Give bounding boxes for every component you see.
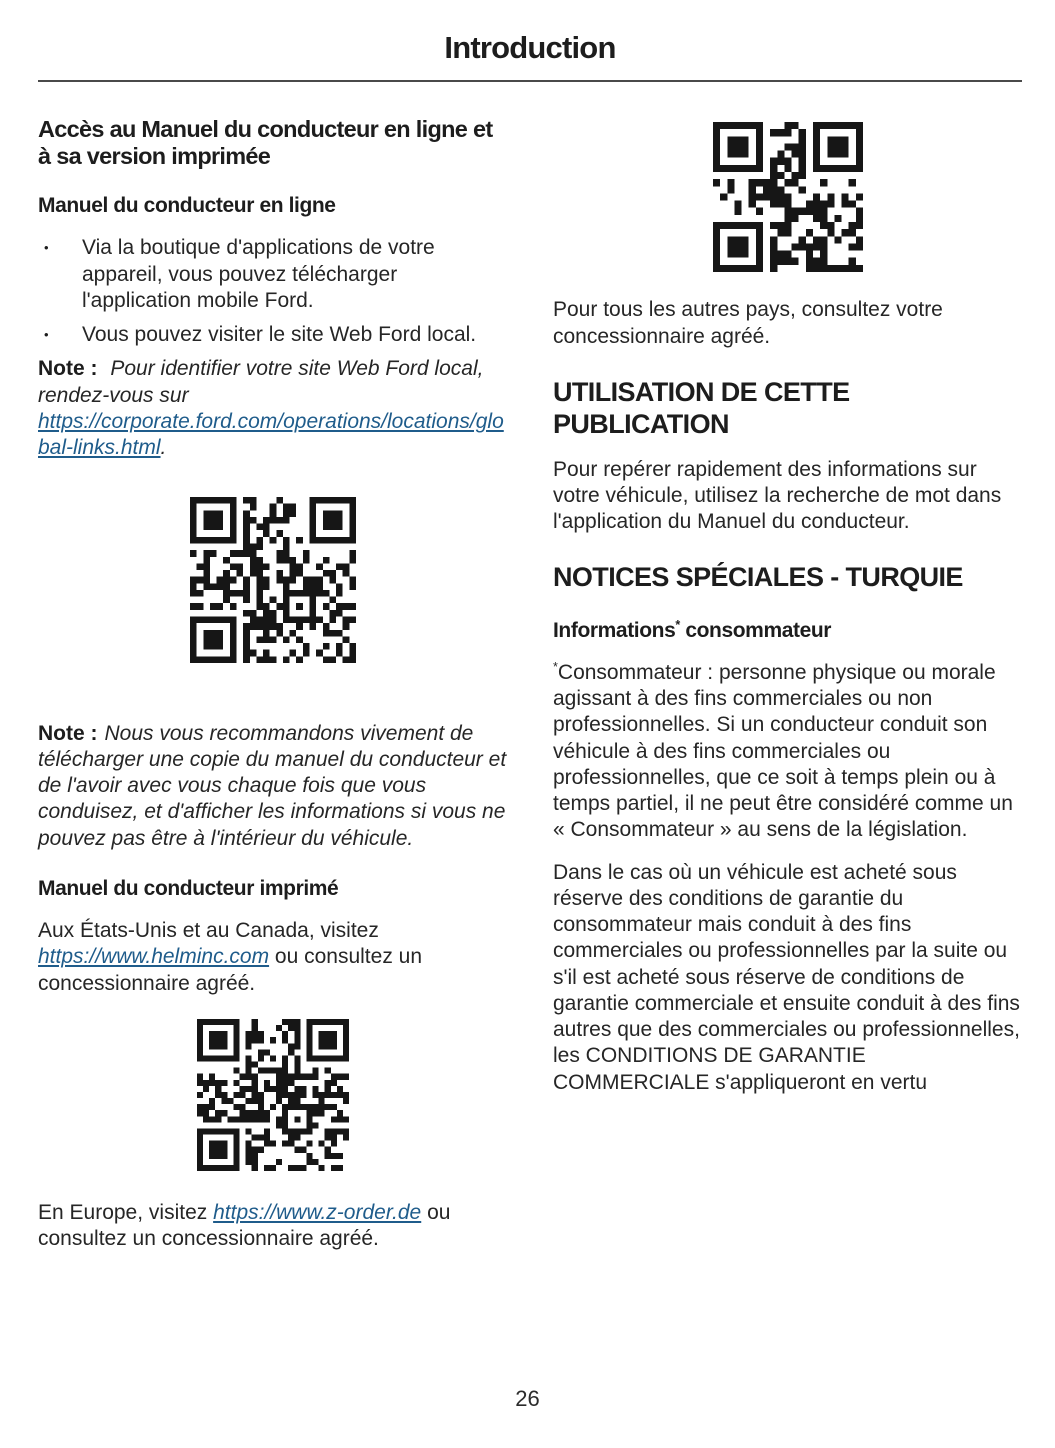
note-text-after: . bbox=[160, 436, 167, 460]
list-item-text: Via la boutique d'applications de votre appareil, vous pouvez télécharger l'application mobile Ford. bbox=[82, 236, 435, 312]
subheading-printed-manual: Manuel du conducteur imprimé bbox=[38, 876, 339, 900]
page-header bbox=[38, 30, 1022, 82]
qr-wrapper bbox=[38, 1019, 507, 1178]
page-number: 26 bbox=[515, 1386, 540, 1411]
page-footer bbox=[0, 1386, 1055, 1412]
page-title: Introduction bbox=[444, 30, 616, 65]
paragraph-consumer-definition bbox=[553, 660, 1022, 844]
asterisk-icon: * bbox=[553, 659, 558, 674]
list-item-text: Vous pouvez visiter le site Web Ford local. bbox=[82, 323, 477, 347]
z-order-link[interactable]: https://www.z-order.de bbox=[213, 1201, 422, 1225]
note-label: Note : bbox=[38, 721, 98, 745]
two-column-layout bbox=[38, 110, 1022, 1269]
note-label: Note : bbox=[38, 357, 98, 381]
paragraph-text: Consommateur : personne physique ou morale agissant à des fins commerciales ou non professionnelles. Si un conducteur conduit son véhicule à des fins commerciales ou professionnelles, que ce soit à temps plein ou à temps partiel, il ne peut être considéré comme un « Consommateur » au sens de la législation. bbox=[553, 660, 1013, 842]
note-download-copy bbox=[38, 721, 507, 852]
subheading-online-manual: Manuel du conducteur en ligne bbox=[38, 194, 336, 218]
subheading-text: Informations bbox=[553, 618, 676, 642]
paragraph-other-countries: Pour tous les autres pays, consultez votre concessionnaire agréé. bbox=[553, 298, 943, 348]
helminc-link[interactable]: https://www.helminc.com bbox=[38, 945, 270, 969]
online-manual-list bbox=[38, 235, 507, 348]
note-text: Nous vous recommandons vivement de télécharger une copie du manuel du conducteur et de l'avoir avec vous chaque fois que vous conduisez, et d'afficher les informations si vous ne pouvez pas être à l'intérieur du véhicule. bbox=[38, 721, 507, 850]
paragraph-europe bbox=[38, 1200, 507, 1253]
note-online-manual bbox=[38, 356, 507, 461]
ford-locations-link[interactable]: https://corporate.ford.com/operations/locations/global-links.html bbox=[38, 409, 504, 460]
bullet-icon: • bbox=[44, 327, 49, 343]
subheading-consumer-info bbox=[553, 618, 1022, 644]
bullet-icon: • bbox=[44, 240, 49, 256]
text-before-link: Aux États-Unis et au Canada, visitez bbox=[38, 919, 379, 943]
qr-wrapper bbox=[38, 497, 507, 670]
section-heading-notices: NOTICES SPÉCIALES - TURQUIE bbox=[553, 562, 963, 593]
paragraph-us-canada bbox=[38, 918, 507, 997]
text-after-link: ou consultez un concessionnaire agréé. bbox=[38, 945, 423, 995]
section-heading-usage: UTILISATION DE CETTE PUBLICATION bbox=[553, 376, 850, 440]
qr-code-europe-order bbox=[197, 1019, 349, 1171]
asterisk-icon: * bbox=[675, 617, 680, 632]
left-column bbox=[38, 110, 507, 1269]
text-after-link: ou consultez un concessionnaire agréé. bbox=[38, 1201, 451, 1251]
list-item bbox=[38, 322, 507, 348]
right-column bbox=[553, 110, 1022, 1269]
qr-code-local-website bbox=[190, 497, 356, 663]
section-heading-access: Accès au Manuel du conducteur en ligne et à sa version imprimée bbox=[38, 116, 493, 169]
qr-code-other-countries bbox=[713, 122, 863, 272]
note-text-before: Pour identifier votre site Web Ford local, rendez-vous sur bbox=[38, 357, 484, 407]
subheading-text: consommateur bbox=[679, 618, 832, 642]
title-divider bbox=[38, 80, 1022, 82]
paragraph-warranty: Dans le cas où un véhicule est acheté sous réserve des conditions de garantie du consommateur mais conduit à des fins commerciales ou professionnelles par la suite ou s'il est acheté sous réserve de conditions de garantie commerciale et ensuite conduit à des fins autres que des commerciales ou professionnelles, les CONDITIONS DE GARANTIE COMMERCIALE s'appliqueront en vertu bbox=[553, 860, 1020, 1094]
paragraph-usage: Pour repérer rapidement des informations sur votre véhicule, utilisez la recherche de mot dans l'application du Manuel du conducteur. bbox=[553, 457, 1002, 534]
list-item bbox=[38, 235, 507, 314]
qr-wrapper bbox=[553, 122, 1022, 279]
text-before-link: En Europe, visitez bbox=[38, 1201, 214, 1225]
